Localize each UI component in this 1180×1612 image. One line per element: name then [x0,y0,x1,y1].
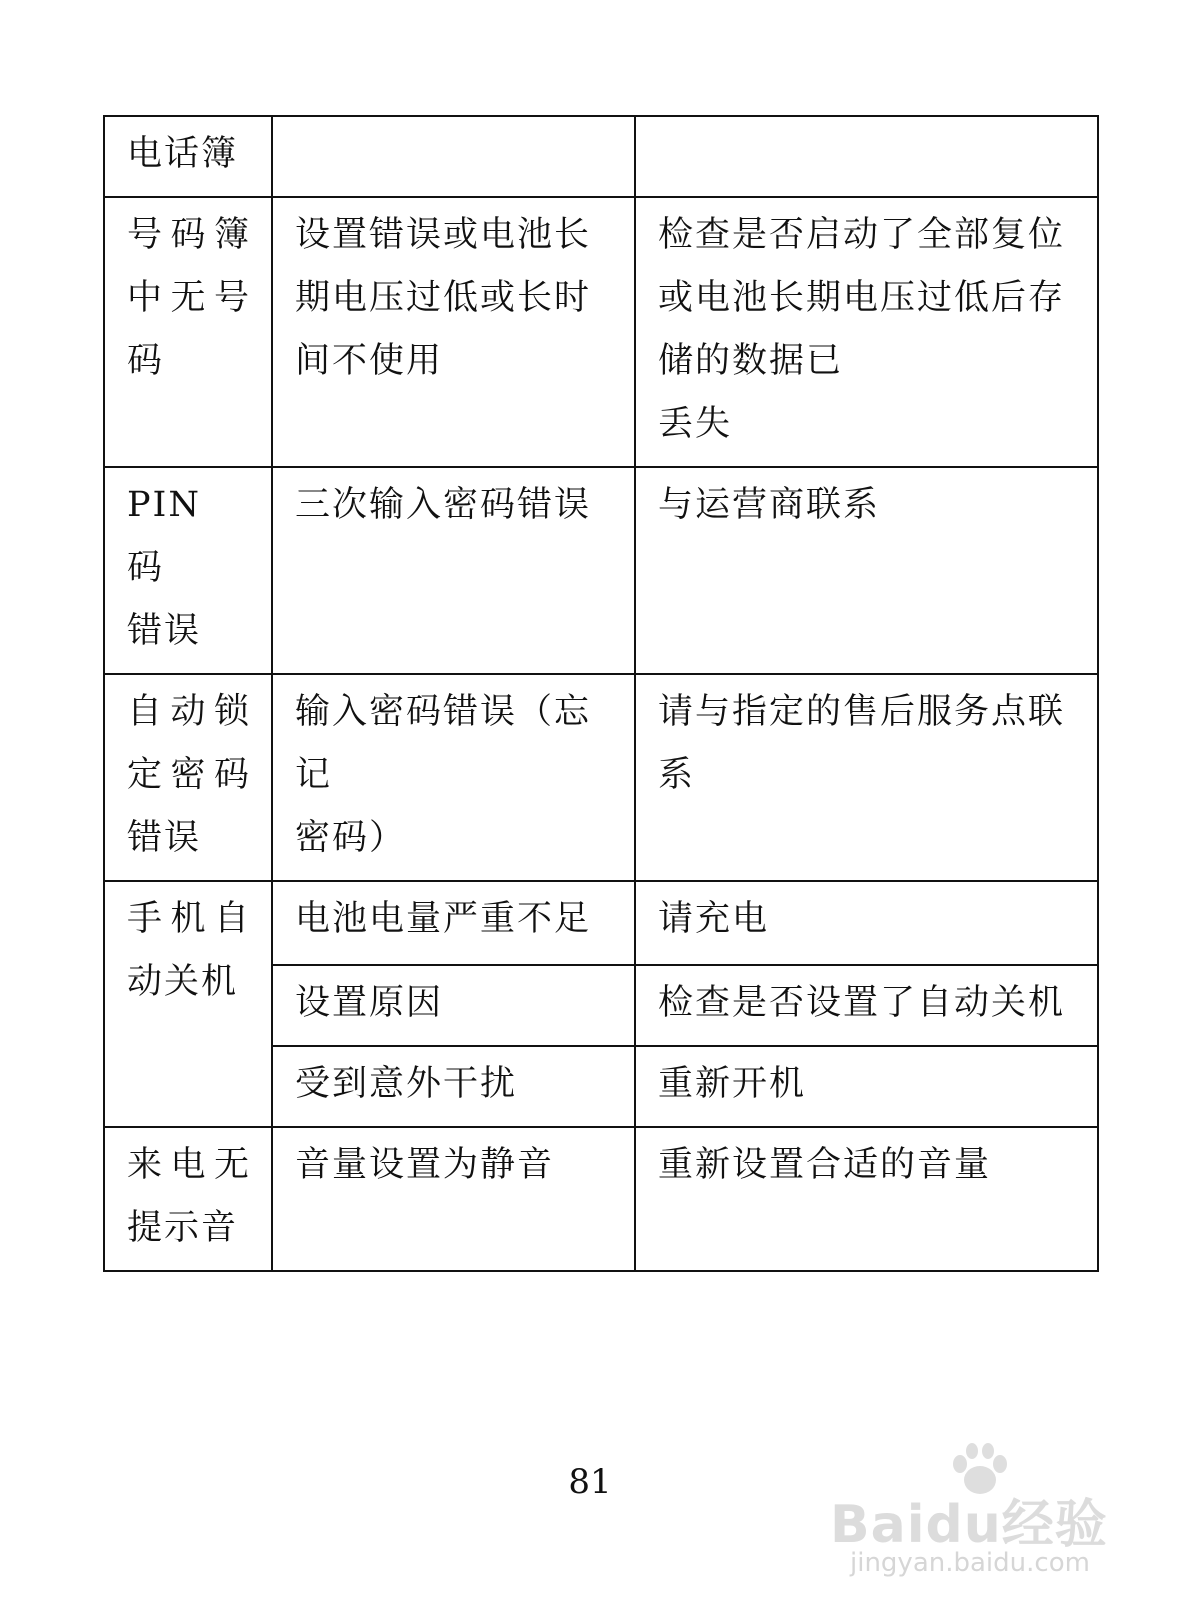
solution-line: 储的数据已 [658,341,844,381]
solution-cell [635,467,1098,674]
symptom-line: 动关机 [127,962,239,1002]
table-row [104,1127,1098,1271]
cause-cell [272,965,635,1046]
solution-line: 重新开机 [658,1064,807,1104]
solution-cell [635,965,1098,1046]
cause-cell [272,674,635,881]
table-row [104,674,1098,881]
cause-cell [272,1127,635,1271]
cause-cell [272,197,635,467]
solution-cell [635,116,1098,197]
solution-cell [635,1127,1098,1271]
symptom-line: 自动锁 [127,692,251,732]
solution-line: 丢失 [658,404,733,444]
cause-cell [272,1046,635,1127]
solution-line: 检查是否启动了全部复位 [658,215,1066,255]
cause-line: 受到意外干扰 [295,1064,518,1104]
cause-line: 设置原因 [295,983,444,1023]
baidu-watermark [830,1460,1120,1578]
solution-line: 与运营商联系 [658,485,881,525]
solution-line: 请与指定的售后服务点联 [658,692,1066,732]
cause-line: 音量设置为静音 [295,1145,555,1185]
symptom-line: 错误 [127,611,202,651]
solution-line: 重新设置合适的音量 [658,1145,992,1185]
troubleshooting-table [103,115,1099,1272]
symptom-cell [104,674,272,881]
solution-line: 请充电 [658,899,770,939]
symptom-cell [104,197,272,467]
cause-line: 输入密码错误（忘记 [295,692,592,795]
symptom-line: 中无号 [127,278,251,318]
symptom-line: 定密码 [127,755,251,795]
solution-cell [635,881,1098,965]
table-row [104,197,1098,467]
symptom-line: 错误 [127,818,202,858]
cause-line: 间不使用 [295,341,444,381]
cause-line: 密码） [295,818,407,858]
symptom-cell [104,1127,272,1271]
solution-line: 系 [658,755,696,795]
page-number: 81 [568,1462,612,1502]
table-body [104,116,1098,1271]
cause-line: 电池电量严重不足 [295,899,592,939]
symptom-line: PIN 码 [127,485,202,588]
solution-line: 检查是否设置了自动关机 [658,983,1066,1023]
table-row [104,116,1098,197]
symptom-line: 码 [127,341,165,381]
cause-cell [272,116,635,197]
cause-cell [272,881,635,965]
solution-cell [635,1046,1098,1127]
cause-line: 三次输入密码错误 [295,485,592,525]
cause-line: 期电压过低或长时 [295,278,592,318]
symptom-cell [104,881,272,1127]
cause-line: 设置错误或电池长 [295,215,592,255]
symptom-line: 号码簿 [127,215,251,255]
cause-cell [272,467,635,674]
watermark-brand: Baidu经验 [830,1495,1108,1555]
solution-cell [635,674,1098,881]
table-row [104,467,1098,674]
symptom-cell [104,467,272,674]
symptom-line: 来电无 [127,1145,251,1185]
watermark-url: jingyan.baidu.com [850,1548,1090,1578]
symptom-line: 电话簿 [127,134,239,174]
table-row [104,881,1098,965]
solution-line: 或电池长期电压过低后存 [658,278,1066,318]
symptom-cell [104,116,272,197]
solution-cell [635,197,1098,467]
symptom-line: 提示音 [127,1208,239,1248]
symptom-line: 手机自 [127,899,251,939]
